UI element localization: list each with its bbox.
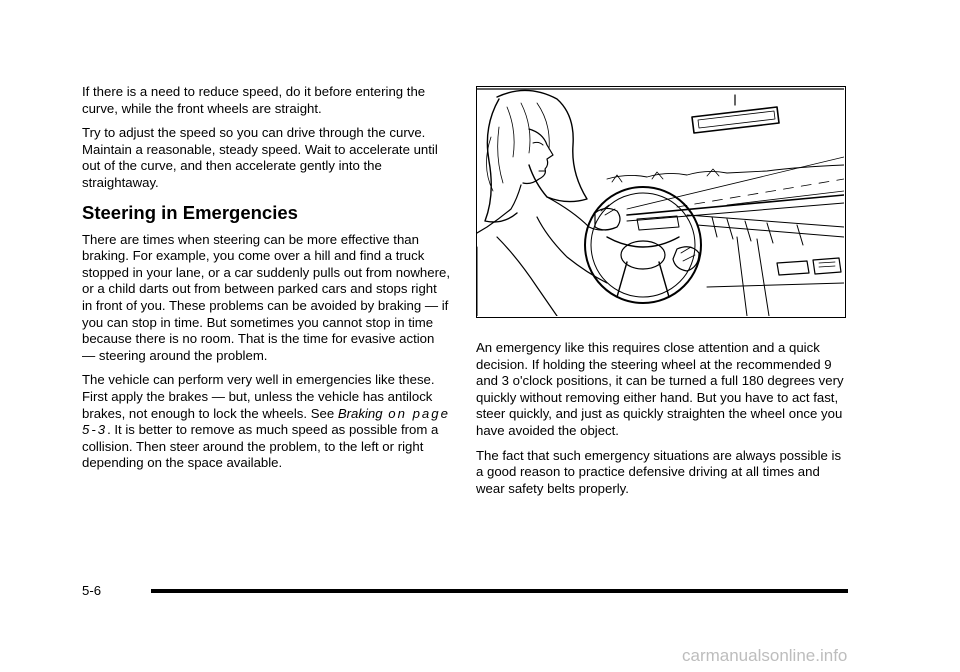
watermark-text: carmanualsonline.info	[682, 646, 848, 665]
paragraph-text: The vehicle can perform very well in emergencies like these. First apply the brakes — but, unless the vehicle has antilock brakes, not enough to lock the wheels. See	[82, 372, 435, 421]
braking-link[interactable]: Braking	[337, 405, 383, 421]
braking-page-link[interactable]: on page 5‑3	[82, 405, 450, 438]
paragraph-text-continued: . It is better to remove as much speed as possible from a collision. Then steer around the problem, to the left or right depending on the space available.	[82, 422, 439, 471]
left-column	[82, 84, 450, 480]
page-number: 5-6	[82, 583, 102, 598]
paragraph-reduce-speed: If there is a need to reduce speed, do it before entering the curve, while the front wheels are straight.	[82, 84, 426, 116]
paragraph-defensive-driving: The fact that such emergency situations are always possible is a good reason to practice defensive driving at all times and wear safety belts properly.	[476, 447, 842, 496]
paragraph-steering-vs-braking: There are times when steering can be more effective than braking. For example, you come over a hill and find a truck stopped in your lane, or a car suddenly pulls out from nowhere, or a child darts out from between parked cars and stops right in front of you. These problems can be avoided by braking — if you can stop in time. But sometimes you cannot stop in time because there is no room. That is the time for evasive action — steering around the problem.	[82, 231, 450, 363]
section-heading: Steering in Emergencies	[82, 201, 298, 223]
driver-illustration	[476, 86, 846, 318]
paragraph-adjust-speed: Try to adjust the speed so you can drive through the curve. Maintain a reasonable, steady speed. Wait to accelerate until out of the curve, and then accelerate gently into the straightaway.	[82, 125, 438, 190]
paragraph-quick-decision: An emergency like this requires close attention and a quick decision. If holding the steering wheel at the recommended 9 and 3 o'clock positions, it can be turned a full 180 degrees very quickly without removing either hand. But you have to act fast, steer quickly, and just as quickly straighten the wheel once you have avoided the object.	[476, 340, 844, 438]
footer-rule	[151, 589, 848, 593]
paragraph-apply-brakes	[82, 372, 450, 472]
right-column	[476, 340, 848, 505]
